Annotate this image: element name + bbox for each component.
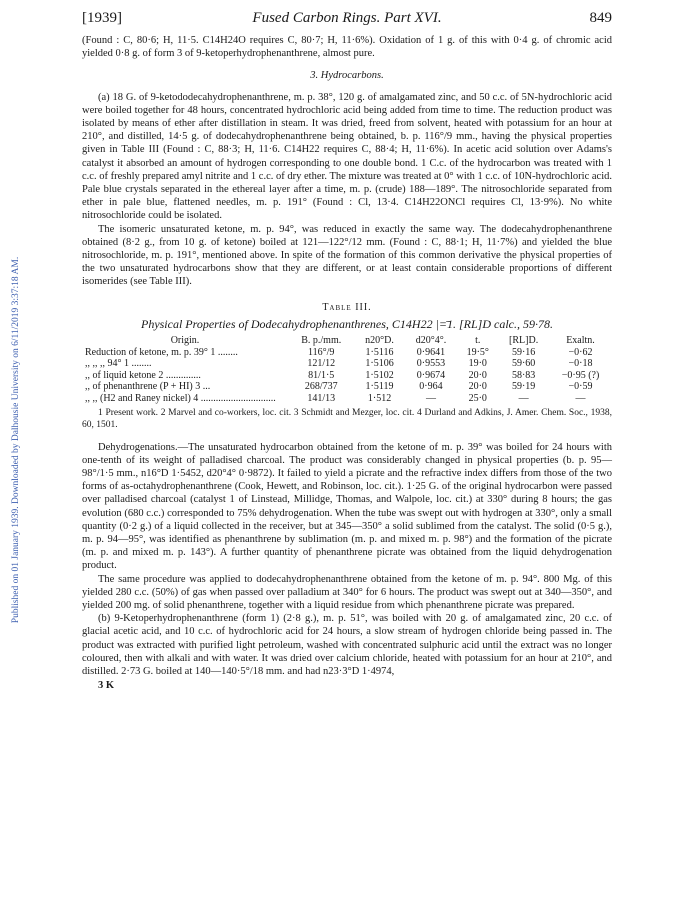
- table-cell: 0·9641: [416, 346, 446, 358]
- table-cell: —: [518, 393, 529, 405]
- table-cell: ,, of liquid ketone 2 ..............: [85, 369, 201, 381]
- table-title: Physical Properties of Dodecahydrophenanthrenes, C14H22 |=̄1. [RL]D calc., 59·78.: [140, 316, 553, 331]
- paragraph-found-oxidation: (Found : C, 80·6; H, 11·5. C14H24O requires C, 80·7; H, 11·6%). Oxidation of 1 g. of this with 0·4 g. of chromic acid yielded 0·8 g. of form 3 of 9-ketoperhydrophenanthrene, almost pure.: [82, 35, 612, 60]
- table-cell: −0·59: [568, 381, 593, 393]
- table-cell: 141/13: [307, 393, 336, 405]
- download-watermark: [0, 0, 30, 912]
- table-cell: 19·0: [468, 358, 487, 370]
- table-cell: 0·9674: [416, 369, 446, 381]
- table-cell: 0·964: [419, 381, 443, 393]
- table-header-row: [82, 335, 612, 347]
- column-header: B. p./mm.: [301, 335, 342, 347]
- table-cell: ,, ,, (H2 and Raney nickel) 4 ..............................: [85, 393, 276, 405]
- table-cell: ,, of phenanthrene (P + HI) 3 ...: [85, 381, 211, 393]
- signature-mark: 3 K: [98, 680, 115, 692]
- table-cell: ,, ,, ,, 94° 1 ........: [85, 358, 152, 370]
- table-cell: 20·0: [468, 369, 487, 381]
- running-title: Fused Carbon Rings. Part XVI.: [252, 10, 442, 26]
- column-header: Exaltn.: [566, 335, 595, 347]
- table-cell: —: [575, 393, 586, 405]
- table-row: [82, 347, 612, 359]
- paragraph-ketoperhydro-b: (b) 9-Ketoperhydrophenanthrene (form 1) (2·8 g.), m. p. 51°, was boiled with 20 g. of amalgamated zinc, 20 c.c. of glacial acetic acid, and 10 c.c. of hydrochloric acid for 24 hours, a slow stream of hydrogen chloride being passed in. The product was extracted with purified light petroleum, washed with concentrated sulphuric acid until the extract was no longer coloured, then with alkali and with water. It was dried over calcium chloride, heated with potassium for an hour at 210°, and distilled. 2·73 G. boiled at 140—140·5°/18 mm. and had n23·3°D 1·4974,: [82, 613, 612, 678]
- table-row: [82, 381, 612, 393]
- column-header: [RL]D.: [509, 335, 539, 347]
- table-row: [82, 370, 612, 382]
- column-header: t.: [475, 335, 481, 347]
- table-cell: 1·5106: [365, 358, 394, 370]
- journal-year: [1939]: [82, 10, 122, 26]
- paragraph-hydrocarbon-a: (a) 18 G. of 9-ketododecahydrophenanthrene, m. p. 38°, 120 g. of amalgamated zinc, and 50 c.c. of 5N-hydrochloric acid were boiled together for 48 hours, concentrated hydrochloric acid being added from time to time. The reduction product was isolated by means of ether after distillation in steam. It was dried, freed from solvent, heated with potassium for an hour at 210°, and distilled, 14·5 g. of dodecahydrophenanthrene being obtained, b. p. 116°/9 mm., having the physical properties given in Table III (Found : C, 88·3; H, 11·6. C14H22 requires C, 88·4; H, 11·6%). In acetic acid solution over Adams's catalyst it absorbed an amount of hydrogen corresponding to one double bond. 1 C.c. of the hydrocarbon was treated with 1 c.c. of freshly prepared amyl nitrite and 1 c.c. of dry ether. The mixture was treated at 0° with 1 c.c. of 10N-hydrochloric acid. Pale blue crystals separated in the ethereal layer after a time, m. p. (crude) 188—189°. The nitrosochloride separated from ether in pale blue, flattened needles, m. p. 191° (Found : Cl, 13·4. C14H22ONCl requires Cl, 13·9%). No white nitrosochloride could be isolated.: [82, 91, 612, 222]
- table-row: [82, 358, 612, 370]
- table-cell: 1·5116: [365, 346, 394, 358]
- paragraph-isomeric-ketone: The isomeric unsaturated ketone, m. p. 94°, was reduced in exactly the same way. The dodecahydrophenanthrene obtained (8·2 g., from 10 g. of ketone) boiled at 121—122°/12 mm. (Found : C, 88·1; H, 11·7%) and yielded the blue nitrosochloride, m. p. 191°, mentioned above. In spite of the formation of this common derivative the physical properties of the two unsaturated hydrocarbons show that they are different, or at least contain considerable proportions of different isomerides (see Table III).: [82, 223, 612, 288]
- table-cell: 58·83: [511, 369, 536, 381]
- paragraph-dehydrogenations: Dehydrogenations.—The unsaturated hydrocarbon obtained from the ketone of m. p. 39° was boiled for 24 hours with one-tenth of its weight of palladised charcoal. The product was considerably changed in physical properties (b. p. 95—98°/1·5 mm., n16°D 1·5452, d20°4° 0·9872). It failed to yield a picrate and the refractive index differs from those of the two forms of as-octahydrophenanthrene (Cook, Hewett, and Robinson, loc. cit.). 1·25 G. of the original hydrocarbon were passed over palladised charcoal (catalyst 1 of Linstead, Millidge, Thomas, and Walpole, loc. cit.) at 330° during 8 hours; the gas evolution (680 c.c.) corresponded to 75% dehydrogenation. When the tube was swept out with hydrogen at 330°, only a small quantity (0·2 g.) of a liquid collected in the receiver, but at 345—350° a solid sublimed from the catalyst. The solid (0·5 g.), m. p. 94—95°, was identified as phenanthrene by sublimation (m. p. and mixed m. p. 98°) and the formation of the picrate (m. p. and mixed m. p. 143°). A further quantity of phenanthrene picrate was obtained from the liquid dehydrogenation product.: [82, 441, 612, 572]
- table-cell: 121/12: [307, 358, 336, 370]
- table-label: Table III.: [322, 301, 372, 313]
- paragraph-same-procedure: The same procedure was applied to dodecahydrophenanthrene obtained from the ketone of m. p. 94°. 800 Mg. of this yielded 280 c.c. (50%) of gas when passed over palladium at 340° for 6 hours. The product was swept out at 340—350°, and yielded 200 mg. of solid phenanthrene, together with a liquid residue from which phenanthrene picrate was prepared.: [82, 573, 612, 612]
- table-cell: 1·512: [367, 393, 392, 405]
- page-number: 849: [589, 10, 612, 26]
- table-row: [82, 393, 612, 405]
- table-cell: 59·60: [511, 358, 536, 370]
- properties-table: [82, 335, 612, 405]
- column-header: d20°4°.: [415, 335, 447, 347]
- table-cell: 25·0: [468, 393, 487, 405]
- table-cell: −0·95 (?): [561, 369, 600, 381]
- table-cell: —: [425, 393, 436, 405]
- running-head: [82, 12, 612, 30]
- table-cell: 1·5102: [365, 369, 394, 381]
- table-cell: 268/737: [304, 381, 338, 393]
- section-heading: 3. Hydrocarbons.: [310, 70, 384, 82]
- column-header: Origin.: [170, 335, 200, 347]
- article-body: [82, 34, 612, 692]
- column-header: n20°D.: [365, 335, 394, 347]
- table-footnotes: 1 Present work. 2 Marvel and co-workers, loc. cit. 3 Schmidt and Mezger, loc. cit. 4 Durland and Adkins, J. Amer. Chem. Soc., 1938, 60, 1501.: [82, 407, 612, 430]
- table-cell: 1·5119: [365, 381, 394, 393]
- table-cell: 81/1·5: [308, 369, 335, 381]
- table-cell: −0·62: [568, 346, 593, 358]
- table-cell: 59·19: [511, 381, 536, 393]
- download-watermark-text[interactable]: Published on 01 January 1939. Downloaded by Dalhousie University on 6/11/2019 3:37:18 AM.: [11, 256, 21, 624]
- table-cell: −0·18: [568, 358, 593, 370]
- table-cell: 116°/9: [308, 346, 335, 358]
- table-cell: 0·9553: [416, 358, 446, 370]
- table-cell: 20·0: [468, 381, 487, 393]
- table-cell: 19·5°: [466, 346, 489, 358]
- table-cell: 59·16: [511, 346, 536, 358]
- table-cell: Reduction of ketone, m. p. 39° 1 ........: [85, 346, 238, 358]
